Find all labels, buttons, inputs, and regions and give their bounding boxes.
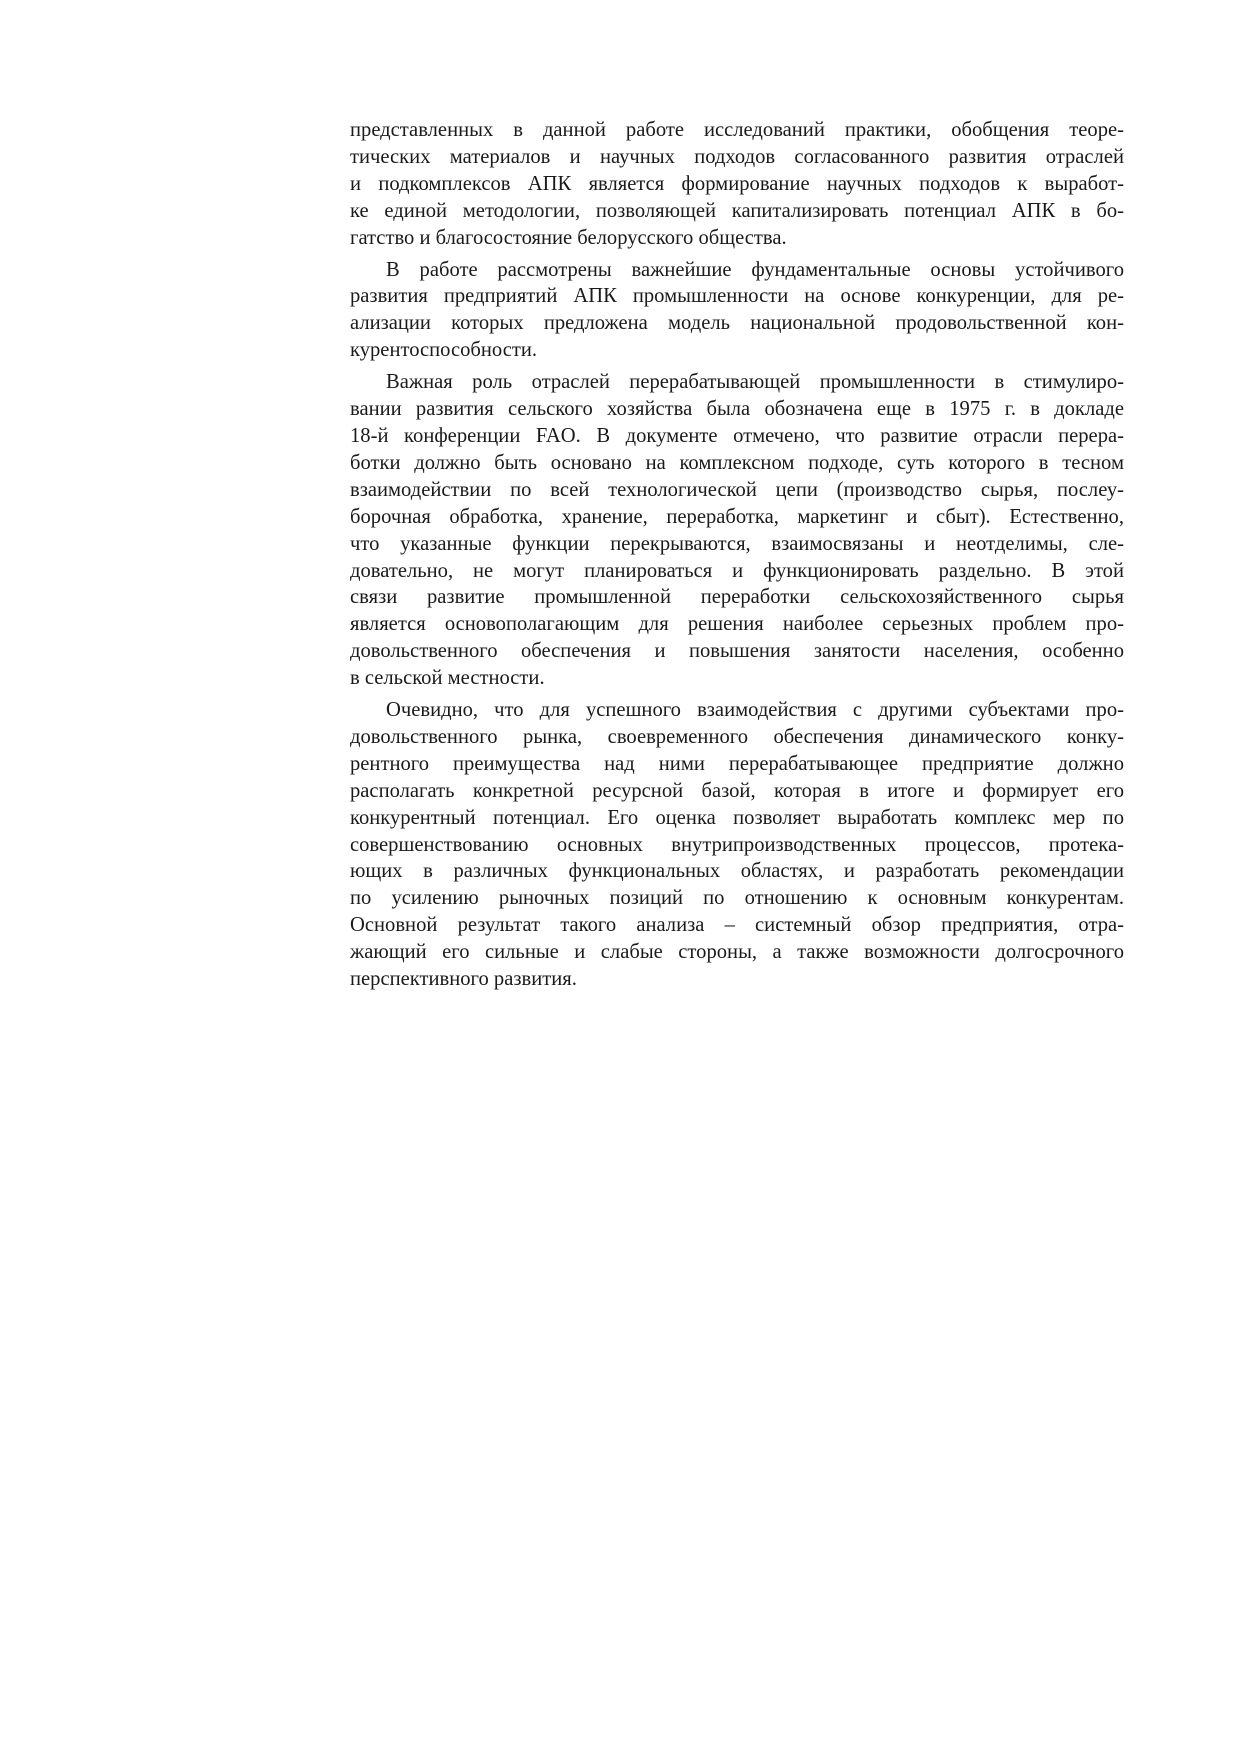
text-line: довольственного рынка, своевременного обеспечения динамического конку- bbox=[350, 725, 1124, 748]
text-line: Очевидно, что для успешного взаимодействия с другими субъектами про- bbox=[386, 699, 1124, 722]
paragraph-4 bbox=[350, 697, 1124, 993]
text-line: довольственного обеспечения и повышения занятости населения, особенно bbox=[350, 640, 1124, 663]
text-line: вании развития сельского хозяйства была обозначена еще в 1975 г. в докладе bbox=[350, 398, 1124, 421]
text-line: Основной результат такого анализа – системный обзор предприятия, отра- bbox=[350, 914, 1124, 937]
text-line: В работе рассмотрены важнейшие фундаментальные основы устойчивого bbox=[386, 258, 1124, 281]
text-line: перспективного развития. bbox=[350, 968, 577, 991]
text-line: в сельской местности. bbox=[350, 667, 545, 690]
paragraph-2 bbox=[350, 257, 1124, 365]
text-line: рентного преимущества над ними перерабатывающее предприятие должно bbox=[350, 752, 1124, 775]
text-line: и подкомплексов АПК является формирование научных подходов к выработ- bbox=[350, 172, 1124, 195]
text-line: конкурентный потенциал. Его оценка позволяет выработать комплекс мер по bbox=[350, 806, 1124, 829]
text-line: борочная обработка, хранение, переработка, маркетинг и сбыт). Естественно, bbox=[350, 505, 1124, 528]
text-line: Важная роль отраслей перерабатывающей промышленности в стимулиро- bbox=[386, 371, 1124, 394]
text-line: жающий его сильные и слабые стороны, а также возможности долгосрочного bbox=[350, 941, 1124, 964]
text-line: взаимодействии по всей технологической цепи (производство сырья, послеу- bbox=[350, 478, 1124, 501]
text-line: ющих в различных функциональных областях, и разработать рекомендации bbox=[350, 860, 1124, 883]
text-line: является основополагающим для решения наиболее серьезных проблем про- bbox=[350, 613, 1124, 636]
text-line: ализации которых предложена модель национальной продовольственной кон- bbox=[350, 312, 1124, 335]
text-line: гатство и благосостояние белорусского общества. bbox=[350, 226, 787, 249]
text-line: ке единой методологии, позволяющей капитализировать потенциал АПК в бо- bbox=[350, 199, 1124, 222]
paragraph-3 bbox=[350, 369, 1124, 692]
text-line: совершенствованию основных внутрипроизводственных процессов, протека- bbox=[350, 833, 1124, 856]
text-line: связи развитие промышленной переработки сельскохозяйственного сырья bbox=[350, 586, 1124, 609]
text-line: тических материалов и научных подходов согласованного развития отраслей bbox=[350, 145, 1124, 168]
text-line: располагать конкретной ресурсной базой, которая в итоге и формирует его bbox=[350, 779, 1124, 802]
text-line: что указанные функции перекрываются, взаимосвязаны и неотделимы, сле- bbox=[350, 532, 1124, 555]
paragraph-1 bbox=[350, 117, 1124, 252]
text-line: довательно, не могут планироваться и функционировать раздельно. В этой bbox=[350, 559, 1124, 582]
text-line: представленных в данной работе исследований практики, обобщения теоре- bbox=[350, 119, 1124, 141]
document-body bbox=[350, 117, 1124, 998]
text-line: ботки должно быть основано на комплексном подходе, суть которого в тесном bbox=[350, 451, 1124, 474]
text-line: развития предприятий АПК промышленности на основе конкуренции, для ре- bbox=[350, 285, 1124, 308]
text-line: 18-й конференции FAO. В документе отмечено, что развитие отрасли перера- bbox=[350, 424, 1124, 447]
text-line: по усилению рыночных позиций по отношению к основным конкурентам. bbox=[350, 887, 1124, 910]
text-line: курентоспособности. bbox=[350, 339, 538, 362]
